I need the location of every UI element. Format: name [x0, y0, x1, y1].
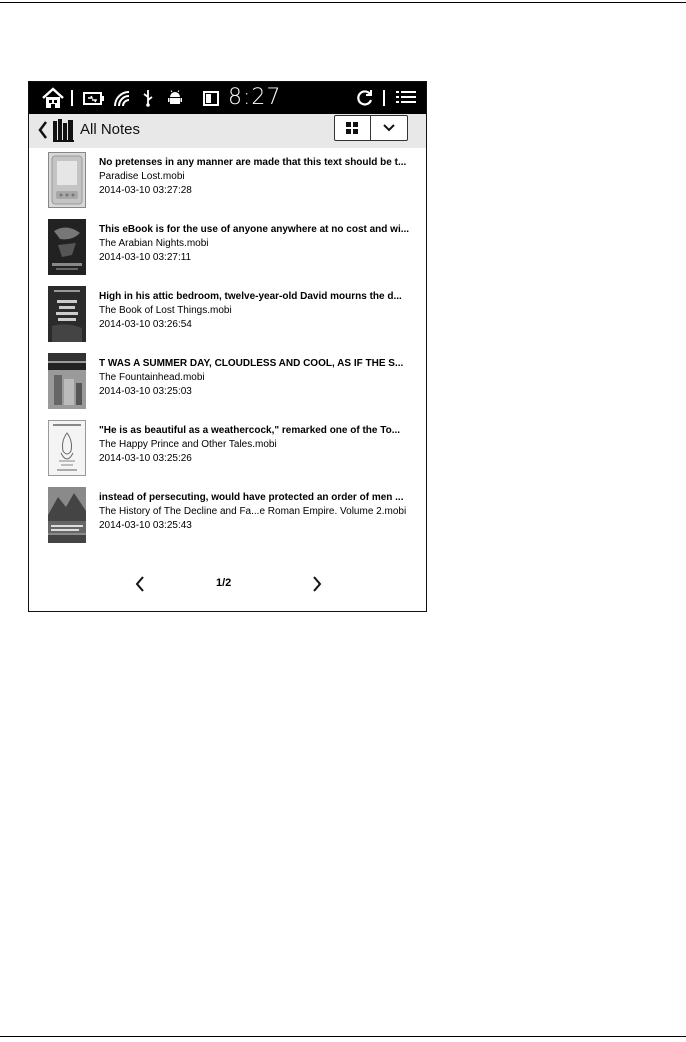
note-date: 2014-03-10 03:27:11 — [99, 252, 192, 263]
screen-icon — [203, 91, 223, 107]
book-cover-book-of-lost-things — [48, 286, 86, 342]
ereader-screen — [28, 81, 427, 612]
book-cover-fountainhead — [48, 353, 86, 409]
status-divider-right — [383, 90, 385, 106]
note-filename: The Book of Lost Things.mobi — [99, 305, 232, 316]
home-icon[interactable] — [41, 87, 65, 109]
view-controls — [334, 115, 408, 141]
note-item[interactable] — [29, 487, 426, 547]
notes-library-icon — [53, 118, 75, 142]
note-item[interactable] — [29, 353, 426, 413]
book-cover-arabian-nights — [48, 219, 86, 275]
note-date: 2014-03-10 03:25:43 — [99, 520, 192, 531]
status-bar — [29, 82, 426, 114]
clock: 8:27 — [228, 85, 282, 110]
usb-icon — [143, 89, 153, 107]
grid-view-icon — [346, 122, 358, 134]
refresh-icon[interactable] — [356, 89, 374, 107]
note-filename: The Happy Prince and Other Tales.mobi — [99, 439, 277, 450]
back-icon[interactable] — [38, 120, 48, 140]
note-excerpt: "He is as beautiful as a weathercock," remarked one of the To... — [99, 425, 401, 436]
page-title: All Notes — [80, 121, 141, 138]
book-cover-happy-prince — [48, 420, 86, 476]
note-item[interactable] — [29, 286, 426, 346]
note-excerpt: This eBook is for the use of anyone anywhere at no cost and wi... — [99, 224, 410, 235]
note-excerpt: instead of persecuting, would have protected an order of men ... — [99, 492, 404, 503]
title-bar — [29, 114, 426, 148]
status-divider — [71, 90, 73, 106]
note-filename: Paradise Lost.mobi — [99, 171, 185, 182]
note-excerpt: No pretenses in any manner are made that this text should be t... — [99, 157, 407, 168]
note-date: 2014-03-10 03:25:03 — [99, 386, 192, 397]
android-icon — [167, 90, 183, 106]
note-item[interactable] — [29, 152, 426, 212]
note-filename: The Arabian Nights.mobi — [99, 238, 209, 249]
note-date: 2014-03-10 03:27:28 — [99, 185, 192, 196]
note-date: 2014-03-10 03:25:26 — [99, 453, 192, 464]
note-item[interactable] — [29, 219, 426, 279]
note-filename: The Fountainhead.mobi — [99, 372, 205, 383]
note-item[interactable] — [29, 420, 426, 480]
wifi-icon — [113, 90, 131, 108]
book-cover-paradise-lost — [48, 152, 86, 208]
top-rule — [0, 2, 686, 3]
menu-icon[interactable] — [395, 89, 417, 107]
next-page-icon[interactable] — [311, 575, 323, 593]
previous-page-icon[interactable] — [134, 575, 146, 593]
page-indicator: 1/2 — [216, 577, 232, 589]
book-cover-decline-and-fall — [48, 487, 86, 543]
note-excerpt: High in his attic bedroom, twelve-year-old David mourns the d... — [99, 291, 402, 302]
pagination — [29, 570, 426, 600]
battery-icon — [83, 92, 105, 106]
note-date: 2014-03-10 03:26:54 — [99, 319, 192, 330]
bottom-rule — [0, 1036, 686, 1037]
note-filename: The History of The Decline and Fa...e Roman Empire. Volume 2.mobi — [99, 506, 407, 517]
chevron-down-icon — [383, 124, 395, 132]
note-excerpt: T WAS A SUMMER DAY, CLOUDLESS AND COOL, AS IF THE S... — [99, 358, 404, 369]
grid-view-button[interactable] — [335, 116, 371, 140]
sort-dropdown-button[interactable] — [371, 116, 407, 140]
